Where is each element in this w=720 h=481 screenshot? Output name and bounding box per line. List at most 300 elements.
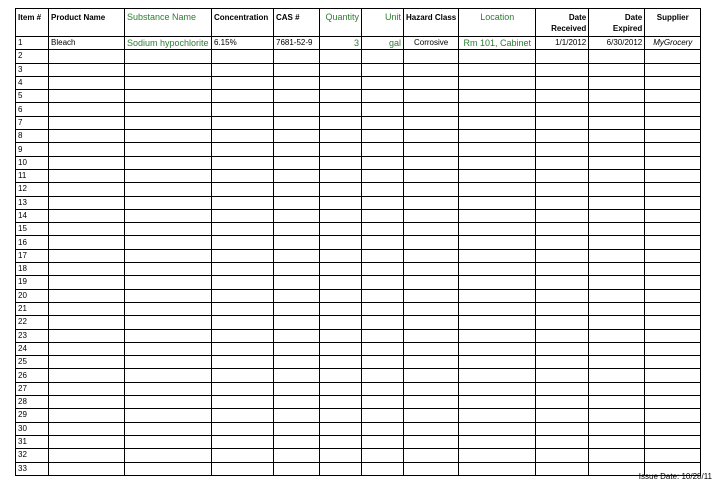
cell-item[interactable]: 15	[16, 223, 49, 236]
cell-location[interactable]	[459, 329, 536, 342]
cell-product-name[interactable]	[49, 196, 125, 209]
cell-hazard-class[interactable]	[404, 169, 459, 182]
cell-item[interactable]: 2	[16, 50, 49, 63]
cell-item[interactable]: 25	[16, 356, 49, 369]
cell-location[interactable]	[459, 263, 536, 276]
cell-supplier[interactable]	[645, 103, 701, 116]
cell-substance-name[interactable]	[125, 63, 212, 76]
cell-concentration[interactable]	[212, 90, 274, 103]
cell-unit[interactable]	[362, 236, 404, 249]
cell-date-received[interactable]	[536, 183, 589, 196]
cell-unit[interactable]	[362, 196, 404, 209]
cell-unit[interactable]	[362, 316, 404, 329]
cell-location[interactable]	[459, 116, 536, 129]
cell-quantity[interactable]	[320, 103, 362, 116]
cell-quantity[interactable]	[320, 462, 362, 475]
cell-cas[interactable]	[274, 369, 320, 382]
cell-unit[interactable]	[362, 382, 404, 395]
cell-item[interactable]: 23	[16, 329, 49, 342]
cell-concentration[interactable]	[212, 422, 274, 435]
cell-cas[interactable]	[274, 156, 320, 169]
cell-supplier[interactable]	[645, 342, 701, 355]
cell-substance-name[interactable]	[125, 90, 212, 103]
cell-date-expired[interactable]	[589, 276, 645, 289]
cell-location[interactable]	[459, 76, 536, 89]
cell-date-received[interactable]	[536, 356, 589, 369]
cell-supplier[interactable]	[645, 209, 701, 222]
cell-supplier[interactable]	[645, 289, 701, 302]
cell-supplier[interactable]: MyGrocery	[645, 37, 701, 50]
cell-substance-name[interactable]	[125, 183, 212, 196]
cell-date-received[interactable]	[536, 396, 589, 409]
cell-date-expired[interactable]	[589, 356, 645, 369]
cell-date-expired[interactable]	[589, 116, 645, 129]
cell-unit[interactable]	[362, 435, 404, 448]
cell-substance-name[interactable]	[125, 196, 212, 209]
cell-quantity[interactable]: 3	[320, 37, 362, 50]
cell-location[interactable]	[459, 302, 536, 315]
cell-cas[interactable]	[274, 249, 320, 262]
cell-supplier[interactable]	[645, 169, 701, 182]
cell-product-name[interactable]	[49, 63, 125, 76]
cell-product-name[interactable]	[49, 302, 125, 315]
cell-cas[interactable]	[274, 76, 320, 89]
cell-supplier[interactable]	[645, 196, 701, 209]
cell-hazard-class[interactable]	[404, 289, 459, 302]
cell-hazard-class[interactable]	[404, 276, 459, 289]
cell-cas[interactable]	[274, 329, 320, 342]
cell-hazard-class[interactable]	[404, 435, 459, 448]
cell-item[interactable]: 29	[16, 409, 49, 422]
cell-concentration[interactable]	[212, 302, 274, 315]
cell-unit[interactable]	[362, 462, 404, 475]
cell-supplier[interactable]	[645, 223, 701, 236]
cell-cas[interactable]	[274, 209, 320, 222]
cell-unit[interactable]	[362, 369, 404, 382]
cell-date-expired[interactable]	[589, 449, 645, 462]
cell-hazard-class[interactable]	[404, 196, 459, 209]
cell-date-expired[interactable]	[589, 130, 645, 143]
cell-item[interactable]: 33	[16, 462, 49, 475]
cell-concentration[interactable]	[212, 249, 274, 262]
cell-product-name[interactable]	[49, 263, 125, 276]
cell-date-expired[interactable]	[589, 76, 645, 89]
cell-cas[interactable]	[274, 63, 320, 76]
cell-date-received[interactable]	[536, 223, 589, 236]
cell-location[interactable]	[459, 382, 536, 395]
header-concentration[interactable]: Concentration	[212, 9, 274, 37]
cell-location[interactable]	[459, 143, 536, 156]
cell-location[interactable]	[459, 103, 536, 116]
cell-quantity[interactable]	[320, 356, 362, 369]
cell-substance-name[interactable]	[125, 103, 212, 116]
cell-concentration[interactable]	[212, 209, 274, 222]
cell-date-received[interactable]	[536, 302, 589, 315]
cell-concentration[interactable]	[212, 382, 274, 395]
cell-quantity[interactable]	[320, 130, 362, 143]
cell-concentration[interactable]	[212, 356, 274, 369]
cell-product-name[interactable]	[49, 50, 125, 63]
cell-product-name[interactable]	[49, 103, 125, 116]
cell-cas[interactable]	[274, 276, 320, 289]
cell-quantity[interactable]	[320, 316, 362, 329]
cell-cas[interactable]	[274, 50, 320, 63]
cell-date-expired[interactable]	[589, 236, 645, 249]
cell-substance-name[interactable]	[125, 302, 212, 315]
cell-unit[interactable]	[362, 422, 404, 435]
cell-date-received[interactable]	[536, 276, 589, 289]
cell-date-received[interactable]	[536, 449, 589, 462]
cell-cas[interactable]: 7681-52-9	[274, 37, 320, 50]
cell-quantity[interactable]	[320, 169, 362, 182]
cell-substance-name[interactable]	[125, 116, 212, 129]
cell-item[interactable]: 13	[16, 196, 49, 209]
cell-hazard-class[interactable]	[404, 369, 459, 382]
cell-substance-name[interactable]	[125, 449, 212, 462]
cell-cas[interactable]	[274, 462, 320, 475]
cell-concentration[interactable]	[212, 236, 274, 249]
cell-cas[interactable]	[274, 356, 320, 369]
cell-supplier[interactable]	[645, 396, 701, 409]
cell-concentration[interactable]	[212, 396, 274, 409]
cell-cas[interactable]	[274, 396, 320, 409]
cell-supplier[interactable]	[645, 236, 701, 249]
cell-substance-name[interactable]	[125, 276, 212, 289]
cell-location[interactable]	[459, 130, 536, 143]
cell-hazard-class[interactable]: Corrosive	[404, 37, 459, 50]
cell-hazard-class[interactable]	[404, 156, 459, 169]
header-date-expired[interactable]	[589, 9, 645, 37]
cell-location[interactable]	[459, 196, 536, 209]
cell-unit[interactable]	[362, 329, 404, 342]
cell-substance-name[interactable]	[125, 236, 212, 249]
cell-hazard-class[interactable]	[404, 342, 459, 355]
cell-hazard-class[interactable]	[404, 263, 459, 276]
cell-product-name[interactable]	[49, 329, 125, 342]
cell-concentration[interactable]	[212, 156, 274, 169]
cell-concentration[interactable]	[212, 50, 274, 63]
cell-unit[interactable]	[362, 116, 404, 129]
cell-substance-name[interactable]	[125, 169, 212, 182]
cell-concentration[interactable]	[212, 329, 274, 342]
cell-supplier[interactable]	[645, 90, 701, 103]
cell-item[interactable]: 8	[16, 130, 49, 143]
cell-item[interactable]: 27	[16, 382, 49, 395]
cell-location[interactable]	[459, 90, 536, 103]
cell-cas[interactable]	[274, 143, 320, 156]
cell-item[interactable]: 16	[16, 236, 49, 249]
cell-hazard-class[interactable]	[404, 356, 459, 369]
cell-location[interactable]	[459, 422, 536, 435]
cell-date-expired[interactable]	[589, 329, 645, 342]
cell-unit[interactable]	[362, 209, 404, 222]
cell-hazard-class[interactable]	[404, 409, 459, 422]
cell-date-expired[interactable]	[589, 342, 645, 355]
cell-quantity[interactable]	[320, 223, 362, 236]
cell-hazard-class[interactable]	[404, 50, 459, 63]
cell-hazard-class[interactable]	[404, 76, 459, 89]
cell-location[interactable]	[459, 435, 536, 448]
cell-location[interactable]	[459, 342, 536, 355]
cell-supplier[interactable]	[645, 422, 701, 435]
cell-substance-name[interactable]	[125, 435, 212, 448]
cell-hazard-class[interactable]	[404, 302, 459, 315]
cell-item[interactable]: 28	[16, 396, 49, 409]
cell-product-name[interactable]	[49, 422, 125, 435]
cell-item[interactable]: 1	[16, 37, 49, 50]
cell-substance-name[interactable]: Sodium hypochlorite	[125, 37, 212, 50]
cell-cas[interactable]	[274, 103, 320, 116]
cell-unit[interactable]: gal	[362, 37, 404, 50]
cell-concentration[interactable]	[212, 223, 274, 236]
cell-product-name[interactable]	[49, 409, 125, 422]
header-item[interactable]: Item #	[16, 9, 49, 37]
cell-substance-name[interactable]	[125, 289, 212, 302]
cell-location[interactable]	[459, 249, 536, 262]
cell-quantity[interactable]	[320, 382, 362, 395]
cell-date-expired[interactable]	[589, 50, 645, 63]
cell-date-received[interactable]	[536, 422, 589, 435]
cell-unit[interactable]	[362, 183, 404, 196]
cell-location[interactable]	[459, 356, 536, 369]
cell-date-expired[interactable]	[589, 143, 645, 156]
cell-quantity[interactable]	[320, 329, 362, 342]
cell-hazard-class[interactable]	[404, 396, 459, 409]
cell-product-name[interactable]	[49, 156, 125, 169]
cell-substance-name[interactable]	[125, 329, 212, 342]
cell-quantity[interactable]	[320, 76, 362, 89]
cell-date-expired[interactable]	[589, 316, 645, 329]
header-supplier[interactable]: Supplier	[645, 9, 701, 37]
cell-concentration[interactable]	[212, 63, 274, 76]
cell-substance-name[interactable]	[125, 130, 212, 143]
cell-supplier[interactable]	[645, 249, 701, 262]
cell-date-expired[interactable]	[589, 382, 645, 395]
cell-quantity[interactable]	[320, 90, 362, 103]
cell-product-name[interactable]	[49, 183, 125, 196]
cell-location[interactable]	[459, 169, 536, 182]
cell-substance-name[interactable]	[125, 76, 212, 89]
cell-concentration[interactable]	[212, 183, 274, 196]
cell-hazard-class[interactable]	[404, 103, 459, 116]
cell-product-name[interactable]	[49, 169, 125, 182]
cell-hazard-class[interactable]	[404, 223, 459, 236]
cell-item[interactable]: 14	[16, 209, 49, 222]
cell-date-received[interactable]	[536, 342, 589, 355]
cell-quantity[interactable]	[320, 143, 362, 156]
cell-date-received[interactable]	[536, 409, 589, 422]
cell-date-expired[interactable]	[589, 462, 645, 475]
cell-product-name[interactable]	[49, 143, 125, 156]
cell-date-expired[interactable]	[589, 223, 645, 236]
cell-unit[interactable]	[362, 130, 404, 143]
cell-location[interactable]	[459, 236, 536, 249]
cell-supplier[interactable]	[645, 276, 701, 289]
cell-hazard-class[interactable]	[404, 63, 459, 76]
cell-date-received[interactable]	[536, 116, 589, 129]
cell-item[interactable]: 17	[16, 249, 49, 262]
cell-unit[interactable]	[362, 103, 404, 116]
cell-product-name[interactable]	[49, 462, 125, 475]
cell-location[interactable]	[459, 156, 536, 169]
cell-product-name[interactable]	[49, 236, 125, 249]
cell-cas[interactable]	[274, 116, 320, 129]
cell-date-expired[interactable]: 6/30/2012	[589, 37, 645, 50]
cell-date-received[interactable]	[536, 369, 589, 382]
cell-unit[interactable]	[362, 396, 404, 409]
cell-supplier[interactable]	[645, 156, 701, 169]
cell-supplier[interactable]	[645, 143, 701, 156]
cell-item[interactable]: 32	[16, 449, 49, 462]
cell-unit[interactable]	[362, 223, 404, 236]
cell-cas[interactable]	[274, 316, 320, 329]
cell-concentration[interactable]	[212, 462, 274, 475]
cell-substance-name[interactable]	[125, 143, 212, 156]
cell-substance-name[interactable]	[125, 209, 212, 222]
cell-location[interactable]	[459, 183, 536, 196]
cell-hazard-class[interactable]	[404, 90, 459, 103]
cell-cas[interactable]	[274, 236, 320, 249]
cell-substance-name[interactable]	[125, 156, 212, 169]
cell-date-received[interactable]	[536, 249, 589, 262]
header-location[interactable]: Location	[459, 9, 536, 37]
cell-date-expired[interactable]	[589, 103, 645, 116]
cell-location[interactable]	[459, 409, 536, 422]
cell-unit[interactable]	[362, 63, 404, 76]
cell-quantity[interactable]	[320, 409, 362, 422]
cell-hazard-class[interactable]	[404, 316, 459, 329]
cell-quantity[interactable]	[320, 289, 362, 302]
cell-cas[interactable]	[274, 342, 320, 355]
cell-date-expired[interactable]	[589, 396, 645, 409]
cell-hazard-class[interactable]	[404, 382, 459, 395]
cell-quantity[interactable]	[320, 50, 362, 63]
cell-location[interactable]	[459, 449, 536, 462]
cell-date-expired[interactable]	[589, 369, 645, 382]
cell-date-received[interactable]	[536, 435, 589, 448]
cell-item[interactable]: 24	[16, 342, 49, 355]
header-quantity[interactable]: Quantity	[320, 9, 362, 37]
cell-concentration[interactable]	[212, 289, 274, 302]
cell-hazard-class[interactable]	[404, 209, 459, 222]
cell-item[interactable]: 31	[16, 435, 49, 448]
cell-substance-name[interactable]	[125, 369, 212, 382]
cell-quantity[interactable]	[320, 302, 362, 315]
cell-quantity[interactable]	[320, 63, 362, 76]
cell-substance-name[interactable]	[125, 263, 212, 276]
cell-hazard-class[interactable]	[404, 449, 459, 462]
cell-date-received[interactable]	[536, 156, 589, 169]
cell-product-name[interactable]	[49, 369, 125, 382]
header-cas[interactable]: CAS #	[274, 9, 320, 37]
cell-date-expired[interactable]	[589, 289, 645, 302]
cell-supplier[interactable]	[645, 449, 701, 462]
cell-location[interactable]	[459, 63, 536, 76]
cell-supplier[interactable]	[645, 316, 701, 329]
cell-date-expired[interactable]	[589, 196, 645, 209]
cell-item[interactable]: 11	[16, 169, 49, 182]
cell-location[interactable]	[459, 276, 536, 289]
header-hazard-class[interactable]: Hazard Class	[404, 9, 459, 37]
cell-item[interactable]: 26	[16, 369, 49, 382]
cell-cas[interactable]	[274, 183, 320, 196]
cell-item[interactable]: 21	[16, 302, 49, 315]
cell-concentration[interactable]	[212, 316, 274, 329]
cell-date-expired[interactable]	[589, 209, 645, 222]
header-unit[interactable]: Unit	[362, 9, 404, 37]
cell-hazard-class[interactable]	[404, 422, 459, 435]
cell-supplier[interactable]	[645, 63, 701, 76]
cell-cas[interactable]	[274, 90, 320, 103]
cell-hazard-class[interactable]	[404, 183, 459, 196]
cell-date-received[interactable]	[536, 382, 589, 395]
cell-item[interactable]: 12	[16, 183, 49, 196]
cell-unit[interactable]	[362, 276, 404, 289]
cell-substance-name[interactable]	[125, 356, 212, 369]
cell-item[interactable]: 30	[16, 422, 49, 435]
cell-date-expired[interactable]	[589, 156, 645, 169]
cell-supplier[interactable]	[645, 50, 701, 63]
cell-product-name[interactable]	[49, 316, 125, 329]
cell-date-received[interactable]	[536, 263, 589, 276]
cell-product-name[interactable]	[49, 449, 125, 462]
cell-date-expired[interactable]	[589, 409, 645, 422]
cell-quantity[interactable]	[320, 209, 362, 222]
cell-location[interactable]	[459, 369, 536, 382]
cell-hazard-class[interactable]	[404, 462, 459, 475]
cell-substance-name[interactable]	[125, 409, 212, 422]
cell-substance-name[interactable]	[125, 396, 212, 409]
cell-cas[interactable]	[274, 169, 320, 182]
cell-date-received[interactable]	[536, 462, 589, 475]
cell-concentration[interactable]	[212, 342, 274, 355]
cell-quantity[interactable]	[320, 369, 362, 382]
cell-substance-name[interactable]	[125, 462, 212, 475]
cell-product-name[interactable]	[49, 209, 125, 222]
cell-item[interactable]: 4	[16, 76, 49, 89]
cell-date-received[interactable]	[536, 103, 589, 116]
cell-quantity[interactable]	[320, 276, 362, 289]
cell-unit[interactable]	[362, 50, 404, 63]
cell-cas[interactable]	[274, 223, 320, 236]
cell-date-received[interactable]	[536, 196, 589, 209]
cell-cas[interactable]	[274, 263, 320, 276]
cell-cas[interactable]	[274, 289, 320, 302]
cell-quantity[interactable]	[320, 449, 362, 462]
cell-product-name[interactable]	[49, 249, 125, 262]
cell-product-name[interactable]	[49, 276, 125, 289]
cell-date-received[interactable]	[536, 316, 589, 329]
cell-concentration[interactable]: 6.15%	[212, 37, 274, 50]
cell-date-received[interactable]	[536, 209, 589, 222]
cell-date-received[interactable]	[536, 50, 589, 63]
cell-product-name[interactable]	[49, 116, 125, 129]
cell-item[interactable]: 6	[16, 103, 49, 116]
cell-supplier[interactable]	[645, 435, 701, 448]
cell-supplier[interactable]	[645, 302, 701, 315]
cell-date-expired[interactable]	[589, 435, 645, 448]
cell-unit[interactable]	[362, 169, 404, 182]
cell-unit[interactable]	[362, 449, 404, 462]
cell-date-received[interactable]	[536, 76, 589, 89]
cell-supplier[interactable]	[645, 329, 701, 342]
cell-date-received[interactable]	[536, 169, 589, 182]
cell-location[interactable]: Rm 101, Cabinet	[459, 37, 536, 50]
cell-concentration[interactable]	[212, 143, 274, 156]
cell-cas[interactable]	[274, 435, 320, 448]
cell-unit[interactable]	[362, 409, 404, 422]
cell-item[interactable]: 7	[16, 116, 49, 129]
